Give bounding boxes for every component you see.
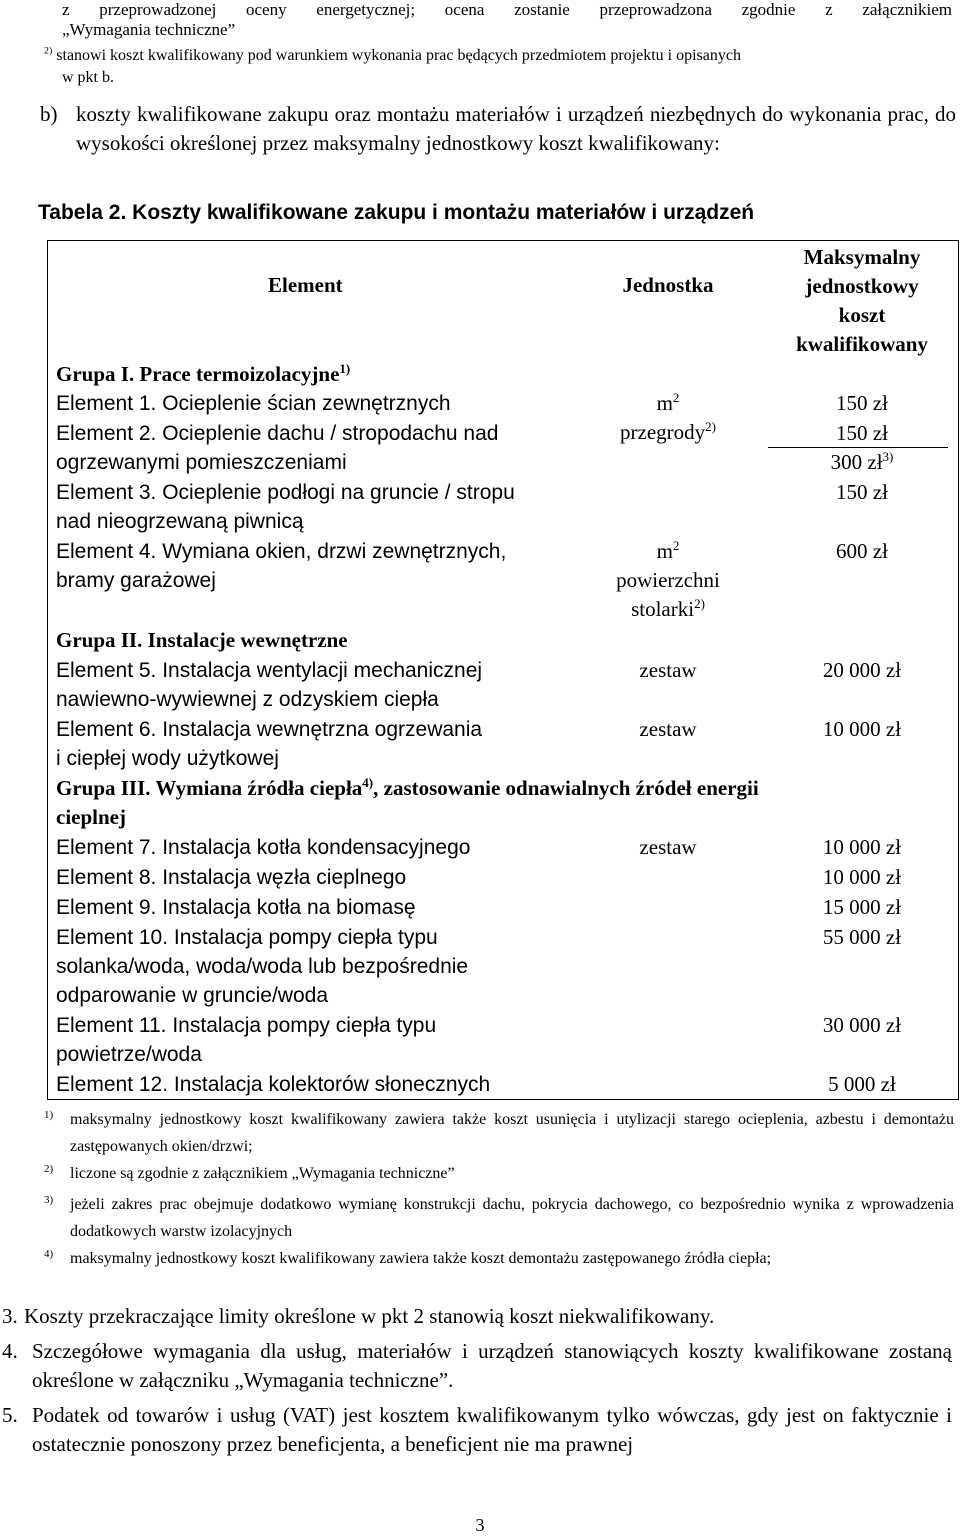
point-number: 3. [2,1304,18,1328]
cost-text: 300 zł [830,450,883,474]
element-name: nawiewno-wywiewnej z odzyskiem ciepła [56,688,439,711]
header-max-cost-4: kwalifikowany [796,332,928,356]
footnote-text: maksymalny jednostkowy koszt kwalifikowany zawiera także koszt usunięcia i utylizacji starego ocieplenia, azbestu i demontażu zastępowanych okien/drzwi; [70,1111,954,1155]
intro-text: stanowi koszt kwalifikowany pod warunkiem wykonania prac będących przedmiotem projektu i opisanych [56,47,741,64]
unit-text: stolarki [631,597,695,621]
unit-text: m [656,539,673,563]
element-cost: 30 000 zł [822,1013,902,1037]
element-cost: 150 zł [836,480,888,504]
footnote [44,1191,954,1245]
element-cost: 600 zł [836,539,888,563]
table-caption: Tabela 2. Koszty kwalifikowane zakupu i montażu materiałów i urządzeń [38,201,755,224]
element-name: Element 6. Instalacja wewnętrzna ogrzewania [56,718,483,741]
cost-table [47,240,959,1100]
group-title-text: Grupa I. Prace termoizolacyjne [56,362,340,386]
element-name: bramy garażowej [56,569,216,592]
unit-cell [588,537,748,566]
unit-sup: 2 [672,538,680,553]
footnote [44,1160,954,1187]
footnote [44,1245,954,1272]
intro-line: „Wymagania techniczne” [62,20,236,39]
point-number: 5. [2,1403,18,1427]
unit-cell [588,418,748,447]
point-b-text: koszty kwalifikowane zakupu oraz montażu materiałów i urządzeń niezbędnych do wykonania prac, do wysokości określonej przez maksymalny jednostkowy koszt kwalifikowany: [76,102,956,155]
element-name: solanka/woda, woda/woda lub bezpośrednie [56,955,469,978]
header-element: Element [268,273,343,297]
element-cost: 10 000 zł [822,717,902,741]
unit-cell: powierzchni [616,568,720,592]
unit-cell [588,595,748,624]
numbered-point [2,1401,952,1459]
element-name: Element 8. Instalacja węzła cieplnego [56,866,407,889]
point-b-label: b) [40,102,58,126]
element-name: Element 4. Wymiana okien, drzwi zewnętrznych, [56,540,507,563]
group-title [56,360,350,389]
element-cost: 150 zł [836,391,888,415]
group-title: cieplnej [56,805,126,829]
footnote-mark: 1) [44,1109,54,1121]
group-title [56,774,759,803]
intro-line: z przeprowadzonej oceny energetycznej; ocena zostanie przeprowadzona zgodnie z załącznikiem [62,0,952,19]
element-name: Element 3. Ocieplenie podłogi na gruncie / stropu [56,481,515,504]
unit-sup: 2 [672,390,680,405]
element-name: nad nieogrzewaną piwnicą [56,510,304,533]
header-max-cost-1: Maksymalny [803,245,921,269]
footnote-ref: 3) [882,449,894,464]
element-name: ogrzewanymi pomieszczeniami [56,451,347,474]
page-number: 3 [475,1515,485,1535]
intro-line: w pkt b. [62,69,114,86]
unit-text: przegrody [620,420,706,444]
element-name: Element 10. Instalacja pompy ciepła typu [56,926,438,949]
group-title: Grupa II. Instalacje wewnętrzne [56,628,348,652]
footnote [44,1106,954,1160]
element-name: powietrze/woda [56,1043,202,1066]
element-name: odparowanie w gruncie/woda [56,984,329,1007]
element-name: Element 12. Instalacja kolektorów słonecznych [56,1073,491,1096]
header-max-cost-3: koszt [838,303,886,327]
unit-cell: zestaw [639,658,697,682]
footnote-mark: 3) [44,1194,54,1206]
group-title-text: Grupa III. Wymiana źródła ciepła [56,776,363,800]
point-b [40,100,956,158]
element-name: Element 7. Instalacja kotła kondensacyjnego [56,836,471,859]
point-text: Podatek od towarów i usług (VAT) jest kosztem kwalifikowanym tylko wówczas, gdy jest on faktycznie i ostatecznie ponoszony przez beneficjenta, a beneficjent nie ma prawnej [32,1403,952,1456]
point-number: 4. [2,1339,18,1363]
cost-divider [768,447,948,448]
intro-line [44,46,954,66]
element-cost: 10 000 zł [822,835,902,859]
element-cost: 150 zł [836,421,888,445]
element-cost: 10 000 zł [822,865,902,889]
unit-cell: zestaw [639,835,697,859]
footnote-ref: 2) [44,45,53,57]
point-text: Koszty przekraczające limity określone w pkt 2 stanowią koszt niekwalifikowany. [24,1304,715,1328]
unit-cell [588,389,748,418]
element-name: Element 11. Instalacja pompy ciepła typu [56,1014,437,1037]
element-name: Element 9. Instalacja kotła na biomasę [56,896,416,919]
element-name: Element 1. Ocieplenie ścian zewnętrznych [56,392,451,415]
footnote-mark: 4) [44,1248,54,1260]
header-unit: Jednostka [622,273,714,297]
numbered-point [2,1302,952,1331]
element-cost [768,448,956,477]
point-text: Szczegółowe wymagania dla usług, materiałów i urządzeń stanowiących koszty kwalifikowane zostaną określone w załączniku „Wymagania techniczne”. [32,1339,952,1392]
unit-cell: zestaw [639,717,697,741]
footnote-ref: 4) [362,775,374,790]
element-cost: 15 000 zł [822,895,902,919]
footnote-ref: 2) [694,596,705,611]
element-cost: 20 000 zł [822,658,902,682]
unit-text: m [656,391,673,415]
footnote-text: jeżeli zakres prac obejmuje dodatkowo wymianę konstrukcji dachu, pokrycia dachowego, co bezpośrednio wynika z wprowadzenia dodatkowych warstw izolacyjnych [70,1196,954,1240]
footnote-mark: 2) [44,1163,54,1175]
header-max-cost-2: jednostkowy [805,274,919,298]
footnote-ref: 2) [705,419,716,434]
element-name: Element 2. Ocieplenie dachu / stropodachu nad [56,422,499,445]
element-name: i ciepłej wody użytkowej [56,747,279,770]
group-title-text: , zastosowanie odnawialnych źródeł energii [373,776,759,800]
numbered-point [2,1337,952,1395]
element-name: Element 5. Instalacja wentylacji mechanicznej [56,659,483,682]
element-cost: 5 000 zł [828,1072,896,1096]
element-cost: 55 000 zł [822,925,902,949]
footnote-text: maksymalny jednostkowy koszt kwalifikowany zawiera także koszt demontażu zastępowanego źródła ciepła; [70,1250,772,1267]
footnote-text: liczone są zgodnie z załącznikiem „Wymagania techniczne” [70,1165,455,1182]
footnote-ref: 1) [339,361,351,376]
